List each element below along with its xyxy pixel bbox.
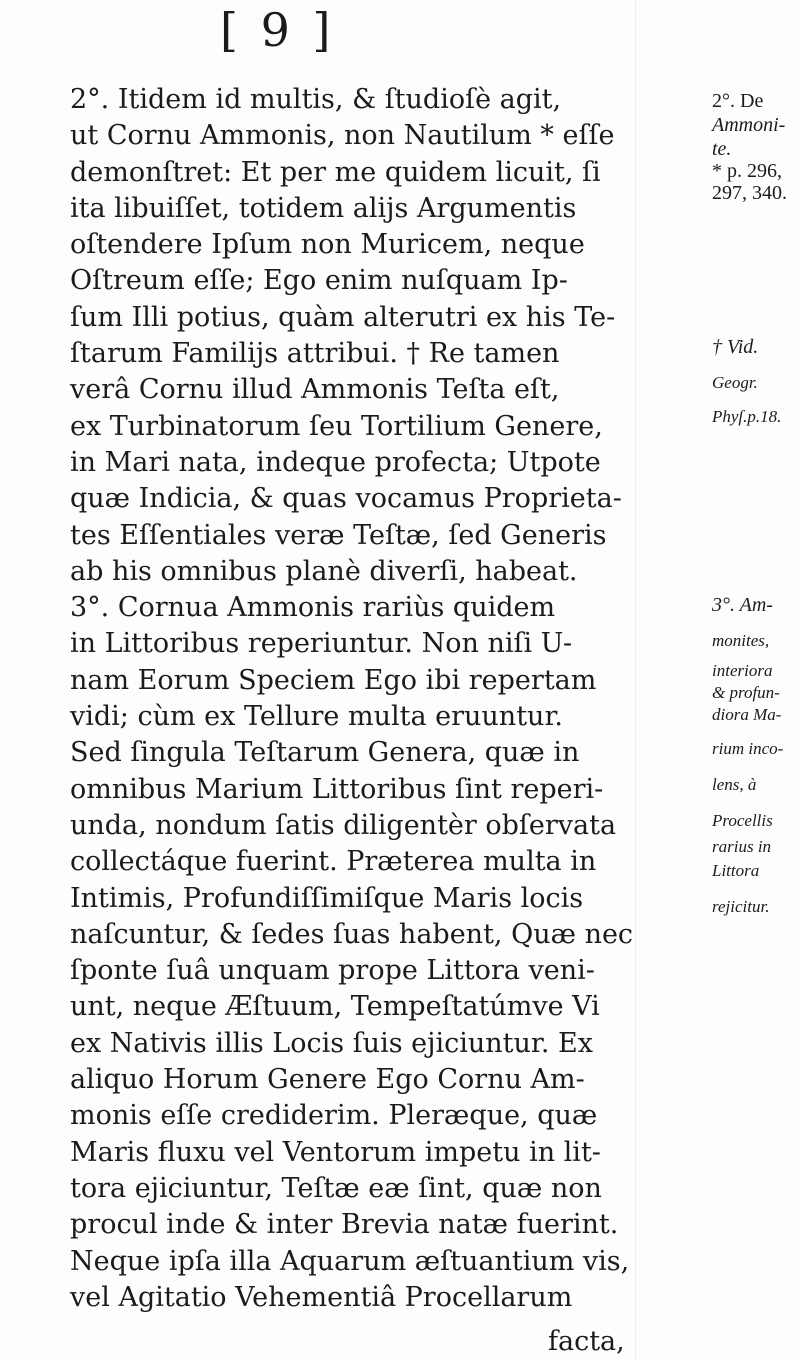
margin-note: Procellis [712, 811, 773, 830]
text-line: 2°. Itidem id multis, & ſtudioſè agit, [70, 84, 562, 115]
text-line: ab his omnibus planè diverſi, habeat. [70, 555, 578, 587]
text-line: ex Nativis illis Locis ſuis ejiciuntur. Ex [70, 1027, 593, 1059]
margin-note: Geogr. [712, 373, 758, 392]
text-line: monis eſſe crediderim. Pleræque, quæ [70, 1100, 598, 1132]
margin-note: monites, [712, 631, 770, 650]
text-line: in Littoribus reperiuntur. Non niſi U- [70, 628, 573, 660]
margin-note: 3°. Am- [712, 594, 773, 616]
margin-note: 297, 340. [712, 182, 787, 204]
margin-note: Littora [712, 861, 760, 880]
body-text [70, 82, 720, 1316]
margin-note: † Vid. [712, 336, 759, 358]
margin-note: rejicitur. [712, 897, 770, 916]
text-line: unt, neque Æſtuum, Tempeſtatúmve Vi [70, 991, 600, 1023]
text-line: Intimis, Profundiſſimiſque Maris locis [70, 882, 584, 914]
margin-note: lens, à [712, 775, 757, 794]
text-line: oſtendere Ipſum non Muricem, neque [70, 229, 585, 261]
text-line: demonſtret: Et per me quidem licuit, ſi [70, 156, 601, 188]
page-number: [ 9 ] [220, 3, 335, 57]
text-line: tes Eſſentiales veræ Teſtæ, ſed Generis [70, 519, 607, 551]
text-line: ſponte ſuâ unquam prope Littora veni- [70, 955, 595, 987]
text-line: in Mari nata, indeque profecta; Utpote [70, 446, 601, 478]
text-line: omnibus Marium Littoribus ſint reperi- [70, 773, 604, 805]
text-line: Maris fluxu vel Ventorum impetu in lit- [70, 1136, 601, 1168]
text-line: aliquo Horum Genere Ego Cornu Am- [70, 1064, 585, 1096]
text-line: tora ejiciuntur, Teſtæ eæ ſint, quæ non [70, 1172, 602, 1204]
text-line: Sed ſingula Teſtarum Genera, quæ in [70, 737, 580, 769]
margin-note: Phyſ.p.18. [712, 407, 782, 426]
margin-note: diora Ma- [712, 705, 782, 724]
text-line: nam Eorum Speciem Ego ibi repertam [70, 664, 597, 696]
text-line: ita libuiſſet, totidem alijs Argumentis [70, 192, 577, 224]
margin-note: rarius in [712, 837, 772, 856]
text-line: quæ Indicia, & quas vocamus Proprieta- [70, 483, 622, 515]
text-line: ut Cornu Ammonis, non Nautilum * eſſe [70, 120, 615, 152]
text-line: Oſtreum eſſe; Ego enim nuſquam Ip- [70, 265, 568, 297]
text-line: ſum Illi potius, quàm alterutri ex his Te- [70, 301, 616, 333]
text-line: procul inde & inter Brevia natæ fuerint. [70, 1209, 619, 1241]
margin-note: 2°. De [712, 90, 764, 112]
margin-note: rium inco- [712, 739, 784, 758]
text-line: Neque ipſa illa Aquarum æſtuantium vis, [70, 1245, 630, 1277]
text-line: verâ Cornu illud Ammonis Teſta eſt, [70, 374, 560, 406]
text-line: unda, nondum ſatis diligentèr obſervata [70, 809, 617, 841]
text-line: ſtarum Familijs attribui. † Re tamen [70, 338, 560, 370]
margin-note: Ammoni- [712, 114, 786, 136]
margin-note: & profun- [712, 683, 780, 702]
text-line: ex Turbinatorum ſeu Tortilium Genere, [70, 410, 603, 442]
margin-note: interiora [712, 661, 773, 680]
catchword: facta, [548, 1326, 625, 1357]
margin-note: te. [712, 138, 732, 160]
text-line: naſcuntur, & ſedes ſuas habent, Quæ nec [70, 918, 634, 950]
text-line: vidi; cùm ex Tellure multa eruuntur. [70, 701, 563, 733]
text-line: vel Agitatio Vehementiâ Procellarum [70, 1281, 573, 1313]
margin-note: * p. 296, [712, 160, 782, 182]
text-line: 3°. Cornua Ammonis rariùs quidem [70, 592, 556, 624]
text-line: collectáque fuerint. Præterea multa in [70, 846, 597, 878]
